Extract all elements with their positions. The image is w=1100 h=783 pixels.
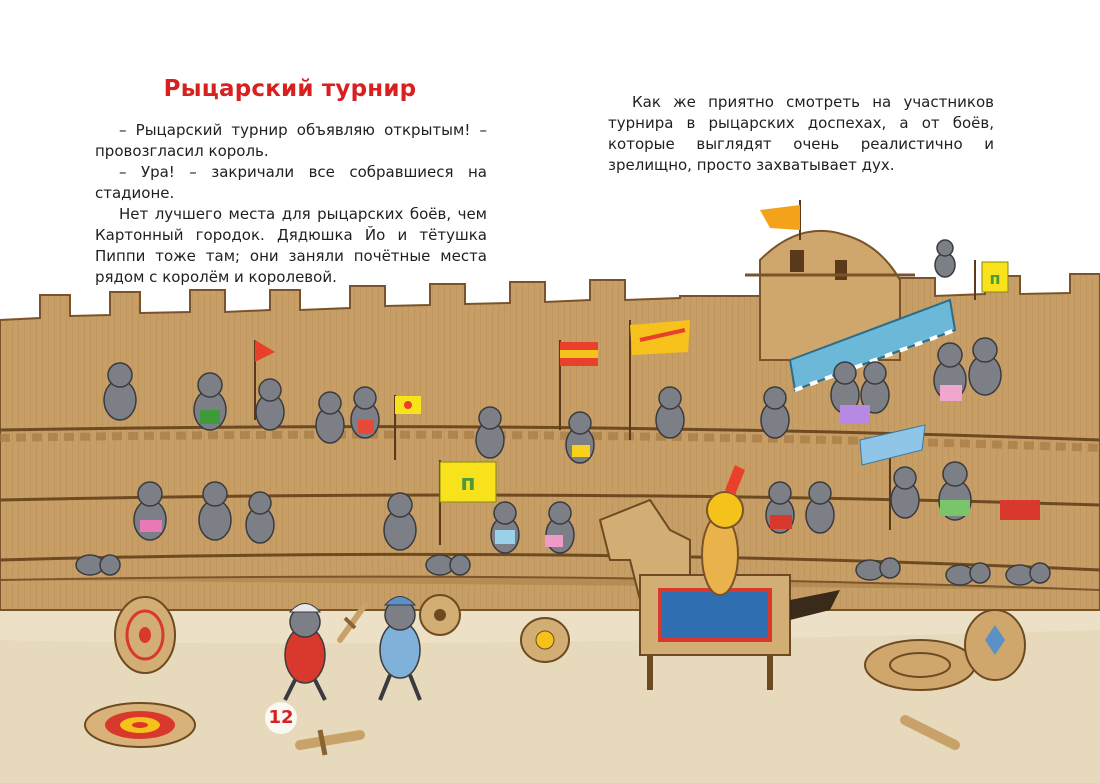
svg-text:п: п [989, 269, 1001, 288]
shield-icon [521, 618, 569, 662]
right-text-column [608, 92, 994, 176]
paragraph: – Рыцарский турнир объявляю открытым! – провозгласил король. [95, 121, 487, 160]
paragraph: – Ура! – закричали все собравшиеся на стадионе. [95, 163, 487, 202]
left-text-column [95, 120, 487, 288]
shield-icon [420, 595, 460, 635]
flag-letter: п [460, 471, 476, 496]
target-icon [115, 597, 175, 673]
target-icon [85, 703, 195, 747]
paragraph: Как же приятно смотреть на участников турнира в рыцарских доспехах, а от боёв, которые выглядят очень реалистично и зрелищно, просто захватывает дух. [608, 93, 994, 174]
paragraph: Нет лучшего места для рыцарских боёв, чем Картонный городок. Дядюшка Йо и тётушка Пиппи тоже там; они заняли почётные места рядом с королём и королевой. [95, 205, 487, 286]
page-title: Рыцарский турнир [163, 76, 417, 102]
tower-flag-icon [760, 200, 800, 240]
page-number: 12 [268, 707, 294, 728]
